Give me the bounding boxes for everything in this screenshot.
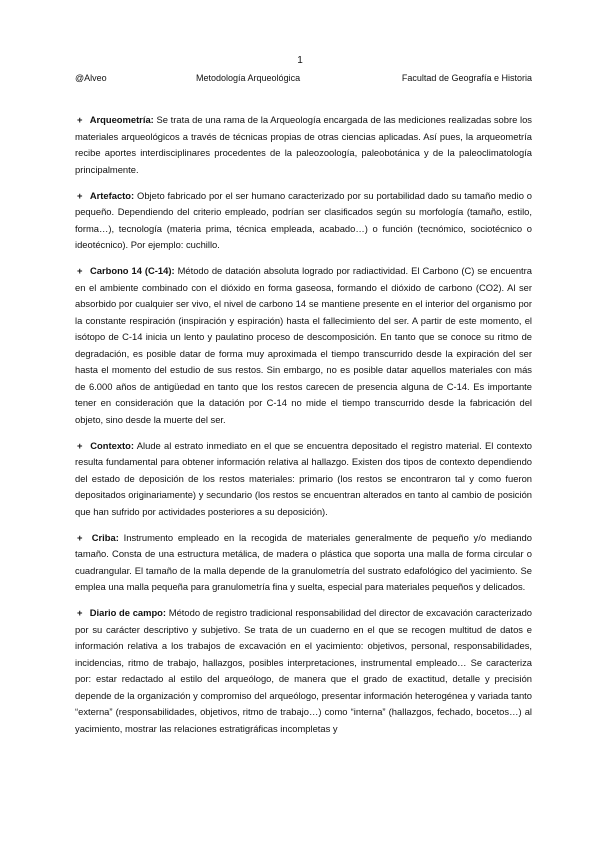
glossary-entry-arqueometria — [75, 112, 532, 178]
glossary-entry-criba — [75, 530, 532, 596]
entry-definition: Se trata de una rama de la Arqueología encargada de las mediciones realizadas sobre los materiales arqueológicos a través de técnicas propias de otras ciencias aplicadas. Así pues, la arqueometría recibe aportes interdisciplinares procedentes de la paleozoología, paleobotánica y de la paleoclimatología principalmente. — [75, 114, 532, 175]
glossary-entry-artefacto — [75, 188, 532, 254]
bullet-icon: + — [77, 607, 83, 618]
entry-term: Criba: — [91, 531, 119, 543]
bullet-icon: + — [77, 265, 83, 276]
entry-definition: Método de datación absoluta logrado por radiactividad. El Carbono (C) se encuentra en el ambiente combinado con el dióxido en forma gaseosa, formando el dióxido de carbono (CO2). Al ser absorbido por cualquier ser vivo, el nivel de carbono 14 se mantiene presente en el interior del organismo por la constante respiración (inspiración y espiración) hasta el fallecimiento del ser. A partir de este momento, el isótopo de C-14 inicia un lento y paulatino proceso de descomposición. En tanto que se conoce su ritmo de degradación, es posible datar de forma muy aproximada el tiempo transcurrido desde la expiración del ser hasta el momento del estudio de sus restos. Sin embargo, no es posible datar aquellos materiales con más de 6.000 años de antigüedad en tanto que los restos carecen de presencia alguna de C-14. Es importante tener en consideración que la datación por C-14 no mide el tiempo transcurrido desde la fabricación del objeto, sino desde la muerte del ser. — [75, 265, 532, 425]
entry-definition: Alude al estrato inmediato en el que se encuentra depositado el registro material. El contexto resulta fundamental para obtener información relativa al hallazgo. Existen dos tipos de contexto dependiendo del estado de deposición de los restos materiales: primario (los restos se encontraron tal y como fueron depositados originariamente) y secundario (los restos se encuentran alterados en tanto al cambio de posición que han sufrido por actividades posteriores a su deposición). — [75, 439, 533, 517]
entry-term: Artefacto: — [89, 189, 135, 201]
page-number: 1 — [297, 55, 303, 66]
header-faculty: Facultad de Geografía e Historia — [401, 73, 532, 83]
entry-term: Carbono 14 (C-14): — [89, 265, 175, 276]
bullet-icon: + — [77, 114, 83, 125]
bullet-icon: + — [77, 189, 83, 201]
glossary-entry-carbono-14 — [75, 263, 532, 428]
entry-definition: Método de registro tradicional responsabilidad del director de excavación caracterizado por su carácter descriptivo y subjetivo. Se trata de un cuaderno en el que se recogen multitud de datos e información relativa a los trabajos de excavación en el yacimiento: objetivos, personal, responsabilidades, incidencias, ritmo de trabajo, hallazgos, posibles interpretaciones, instrumental empleado… Se caracteriza por: estar redactado al estilo del arqueólogo, de manera que el grado de exactitud, detalle y precisión depende de la organización y compromiso del arqueólogo, presentar información heterogénea y variada tanto “externa” (responsabilidades, objetivos, ritmo de trabajo…) como “interna” (hallazgos, fechado, bocetos…) al yacimiento, mostrar las relaciones estratigráficas incompletas y — [75, 607, 533, 734]
glossary-entry-contexto — [75, 438, 532, 521]
glossary-content — [75, 112, 532, 747]
entry-term: Contexto: — [90, 439, 135, 451]
entry-definition: Objeto fabricado por el ser humano caracterizado por su portabilidad dado su tamaño medio o pequeño. Dependiendo del criterio empleado, podrían ser clasificados según su morfología (tamaño, estilo, forma…), tecnología (materia prima, técnica empleada, acabado…) o función (tecnómico, sociotécnico o ideotécnico). Por ejemplo: cuchillo. — [75, 189, 533, 250]
header-subject: Metodología Arqueológica — [196, 73, 301, 83]
entry-definition: Instrumento empleado en la recogida de materiales generalmente de pequeño y/o mediando tamaño. Consta de una estructura metálica, de madera o plástica que soporta una malla de forma circular o cuadrangular. El tamaño de la malla depende de la granulometría del sustrato edafológico del yacimiento. Se emplea una malla pequeña para granulometría fina y suelta, especial para materiales pequeños y delicados. — [75, 531, 532, 592]
header-author: @Alveo — [75, 73, 107, 83]
entry-term: Diario de campo: — [89, 607, 167, 618]
bullet-icon: + — [77, 531, 83, 543]
entry-term: Arqueometría: — [89, 114, 154, 125]
bullet-icon: + — [77, 439, 83, 451]
glossary-entry-diario-de-campo — [75, 605, 532, 737]
